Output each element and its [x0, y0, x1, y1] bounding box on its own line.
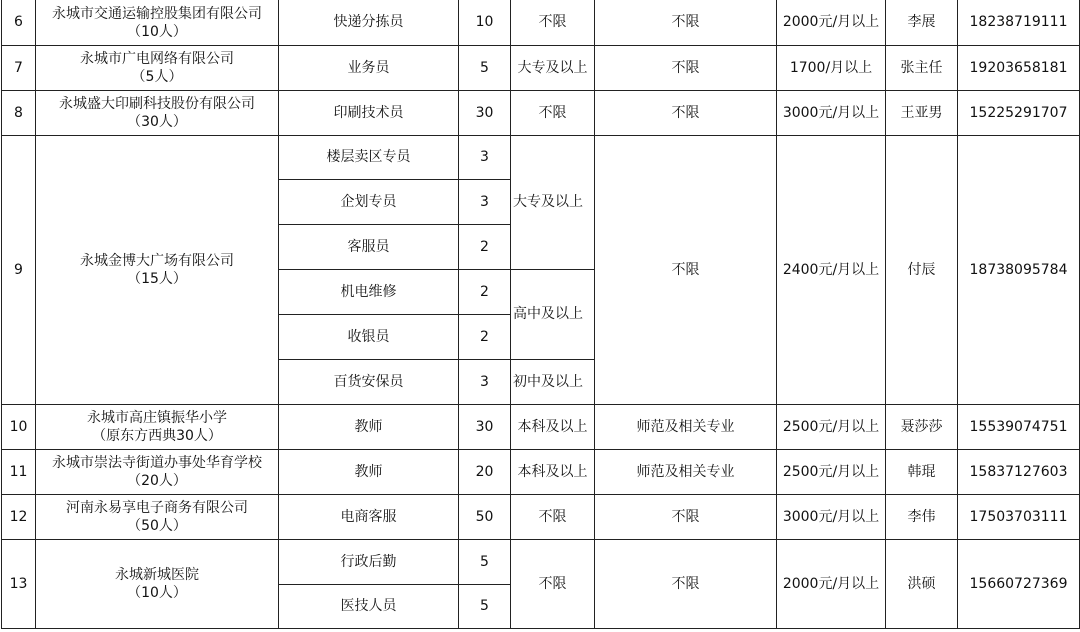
- hiring-count: 2: [459, 225, 511, 270]
- company-cell: [36, 91, 279, 136]
- salary: 2500元/月以上: [777, 450, 886, 495]
- position-name: 医技人员: [279, 585, 459, 629]
- position-name: 企划专员: [279, 180, 459, 225]
- contact-person: 王亚男: [886, 91, 958, 136]
- phone-number: 18738095784: [958, 136, 1080, 405]
- phone-number: 15660727369: [958, 540, 1080, 629]
- phone-number: 17503703111: [958, 495, 1080, 540]
- company-headcount: （50人）: [127, 518, 187, 534]
- table-row: [2, 0, 1080, 46]
- company-cell: [36, 540, 279, 629]
- position-name: 教师: [279, 405, 459, 450]
- education-requirement: 不限: [511, 0, 595, 46]
- education-requirement: 大专及以上: [511, 46, 595, 91]
- hiring-count: 2: [459, 270, 511, 315]
- position-name: 收银员: [279, 315, 459, 360]
- company-name: 永城新城医院: [115, 567, 199, 583]
- salary: 2000元/月以上: [777, 0, 886, 46]
- contact-person: 洪硕: [886, 540, 958, 629]
- contact-person: 张主任: [886, 46, 958, 91]
- position-name: 客服员: [279, 225, 459, 270]
- education-requirement: 大专及以上: [511, 136, 595, 270]
- row-number: 13: [2, 540, 36, 629]
- hiring-count: 2: [459, 315, 511, 360]
- hiring-count: 5: [459, 585, 511, 629]
- major-requirement: 师范及相关专业: [595, 450, 777, 495]
- hiring-count: 3: [459, 180, 511, 225]
- row-number: 10: [2, 405, 36, 450]
- row-number: 9: [2, 136, 36, 405]
- table-row: [2, 495, 1080, 540]
- position-name: 业务员: [279, 46, 459, 91]
- contact-person: 李展: [886, 0, 958, 46]
- hiring-count: 10: [459, 0, 511, 46]
- company-name: 河南永易享电子商务有限公司: [66, 500, 248, 516]
- salary: 3000元/月以上: [777, 495, 886, 540]
- company-name: 永城金博大广场有限公司: [80, 253, 234, 269]
- position-name: 楼层卖区专员: [279, 136, 459, 180]
- row-number: 6: [2, 0, 36, 46]
- major-requirement: 不限: [595, 0, 777, 46]
- education-requirement: 不限: [511, 495, 595, 540]
- education-requirement: 本科及以上: [511, 450, 595, 495]
- education-requirement: 不限: [511, 540, 595, 629]
- salary: 2400元/月以上: [777, 136, 886, 405]
- hiring-count: 20: [459, 450, 511, 495]
- education-requirement: 初中及以上: [511, 360, 595, 405]
- hiring-count: 30: [459, 405, 511, 450]
- company-headcount: （30人）: [127, 114, 187, 130]
- company-name: 永城市高庄镇振华小学: [87, 410, 227, 426]
- company-cell: [36, 405, 279, 450]
- recruitment-table: [1, 0, 1080, 629]
- company-cell: [36, 46, 279, 91]
- company-name: 永城市广电网络有限公司: [80, 51, 234, 67]
- education-requirement: 高中及以上: [511, 270, 595, 360]
- position-name: 电商客服: [279, 495, 459, 540]
- salary: 2000元/月以上: [777, 540, 886, 629]
- major-requirement: 不限: [595, 46, 777, 91]
- company-cell: [36, 495, 279, 540]
- major-requirement: 不限: [595, 540, 777, 629]
- contact-person: 李伟: [886, 495, 958, 540]
- phone-number: 18238719111: [958, 0, 1080, 46]
- contact-person: 聂莎莎: [886, 405, 958, 450]
- table-row: [2, 540, 1080, 585]
- position-name: 机电维修: [279, 270, 459, 315]
- phone-number: 19203658181: [958, 46, 1080, 91]
- hiring-count: 5: [459, 540, 511, 585]
- salary: 1700/月以上: [777, 46, 886, 91]
- education-requirement: 不限: [511, 91, 595, 136]
- table-row: [2, 450, 1080, 495]
- hiring-count: 5: [459, 46, 511, 91]
- table-row: [2, 136, 1080, 180]
- phone-number: 15837127603: [958, 450, 1080, 495]
- position-name: 行政后勤: [279, 540, 459, 585]
- salary: 2500元/月以上: [777, 405, 886, 450]
- position-name: 快递分拣员: [279, 0, 459, 46]
- major-requirement: 不限: [595, 495, 777, 540]
- row-number: 7: [2, 46, 36, 91]
- hiring-count: 3: [459, 360, 511, 405]
- contact-person: 付辰: [886, 136, 958, 405]
- hiring-count: 3: [459, 136, 511, 180]
- company-name: 永城市交通运输控股集团有限公司（10人）: [36, 0, 279, 46]
- company-headcount: （5人）: [131, 69, 183, 85]
- company-headcount: （10人）: [127, 585, 187, 601]
- hiring-count: 30: [459, 91, 511, 136]
- company-headcount: （原东方西典30人）: [92, 428, 222, 444]
- table-row: [2, 405, 1080, 450]
- position-name: 教师: [279, 450, 459, 495]
- position-name: 百货安保员: [279, 360, 459, 405]
- company-name: 永城市崇法寺街道办事处华育学校（20人）: [36, 450, 279, 495]
- table-row: [2, 46, 1080, 91]
- position-name: 印刷技术员: [279, 91, 459, 136]
- hiring-count: 50: [459, 495, 511, 540]
- table-row: [2, 91, 1080, 136]
- row-number: 11: [2, 450, 36, 495]
- phone-number: 15225291707: [958, 91, 1080, 136]
- company-name: 永城盛大印刷科技股份有限公司: [59, 96, 255, 112]
- phone-number: 15539074751: [958, 405, 1080, 450]
- major-requirement: 不限: [595, 136, 777, 405]
- contact-person: 韩琨: [886, 450, 958, 495]
- major-requirement: 师范及相关专业: [595, 405, 777, 450]
- major-requirement: 不限: [595, 91, 777, 136]
- row-number: 12: [2, 495, 36, 540]
- education-requirement: 本科及以上: [511, 405, 595, 450]
- salary: 3000元/月以上: [777, 91, 886, 136]
- company-cell: [36, 136, 279, 405]
- company-headcount: （15人）: [127, 271, 187, 287]
- row-number: 8: [2, 91, 36, 136]
